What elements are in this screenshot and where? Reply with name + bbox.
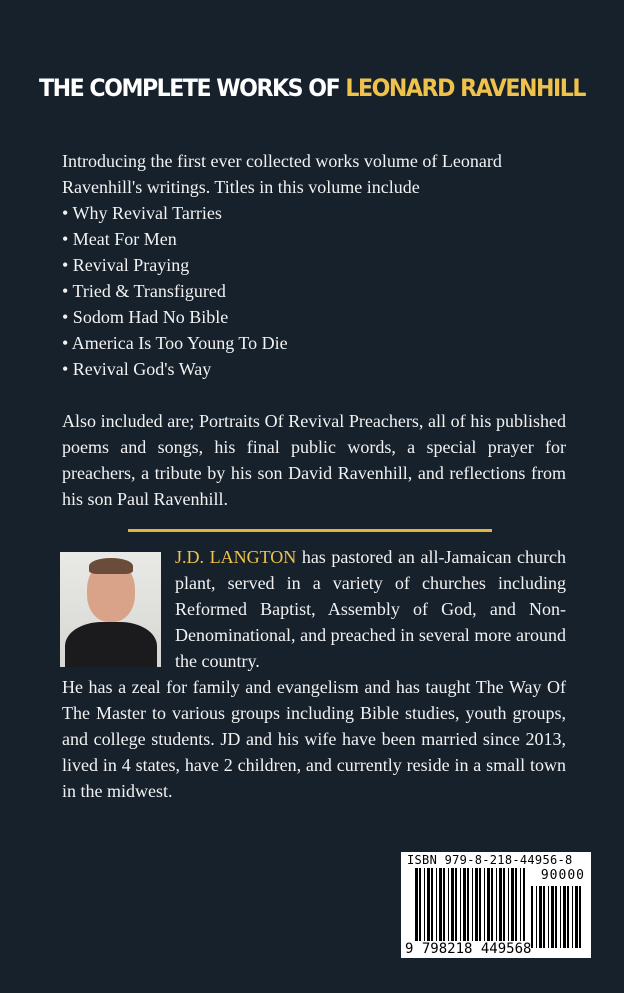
bar (531, 886, 533, 948)
bar (451, 868, 454, 945)
barcode-digits: 9 798218 449568 (405, 941, 532, 957)
bar (572, 886, 573, 948)
author-photo (60, 552, 161, 667)
list-item: • Revival God's Way (62, 359, 212, 379)
bar (427, 868, 430, 945)
list-item: • Revival Praying (62, 255, 190, 275)
bar (472, 868, 473, 945)
cover-title (25, 74, 599, 102)
bar (520, 868, 521, 945)
bar (443, 868, 445, 945)
bar (499, 868, 502, 945)
bar (487, 868, 490, 945)
bar (491, 868, 493, 945)
bar (436, 868, 437, 945)
titles-list (62, 200, 566, 382)
bar (496, 868, 497, 945)
list-item: • Sodom Had No Bible (62, 307, 229, 327)
bar (523, 868, 525, 945)
bar (415, 868, 418, 945)
list-item: • America Is Too Young To Die (62, 333, 288, 353)
list-item: • Tried & Transfigured (62, 281, 226, 301)
isbn-barcode (401, 852, 591, 958)
bar (463, 868, 466, 945)
author-name-title: LEONARD RAVENHILL (345, 74, 585, 102)
bar (579, 886, 581, 948)
bar (548, 886, 549, 948)
price-barcode-bars (531, 886, 583, 948)
title-text: THE COMPLETE WORKS OF (39, 74, 346, 102)
bar (431, 868, 433, 945)
bar (448, 868, 449, 945)
author-bio (62, 544, 566, 804)
bar (419, 868, 421, 945)
bar (555, 886, 557, 948)
bar (511, 868, 514, 945)
bar (508, 868, 509, 945)
bar (455, 868, 457, 945)
bar (460, 868, 461, 945)
bar (560, 886, 561, 948)
bar (467, 868, 469, 945)
isbn-text: ISBN 979-8-218-44956-8 (407, 853, 573, 867)
divider (128, 529, 492, 532)
bar (439, 868, 442, 945)
barcode-bars (415, 868, 525, 945)
bar (567, 886, 569, 948)
bar (475, 868, 478, 945)
bar (424, 868, 425, 945)
bar (479, 868, 481, 945)
price-code: 90000 (540, 868, 585, 883)
bar (536, 886, 537, 948)
bar (551, 886, 554, 948)
bar (563, 886, 566, 948)
author-name: J.D. LANGTON (175, 547, 297, 567)
also-included-text: Also included are; Portraits Of Revival Preachers, all of his published poems and songs, his final public words, a special prayer for preachers, a tribute by his son David Ravenhill, and reflections from his son Paul Ravenhill. (62, 411, 566, 509)
bar (539, 886, 542, 948)
bar (515, 868, 517, 945)
bar (484, 868, 485, 945)
list-item: • Meat For Men (62, 229, 177, 249)
bar (503, 868, 505, 945)
bar (575, 886, 578, 948)
bio-text-2: He has a zeal for family and evangelism and has taught The Way Of The Master to various groups including Bible studies, youth groups, and college students. JD and his wife have been married since 2013, lived in 4 states, have 2 children, and currently reside in a small town in the midwest. (62, 677, 566, 801)
list-item: • Why Revival Tarries (62, 203, 222, 223)
bar (543, 886, 545, 948)
intro-text: Introducing the first ever collected works volume of Leonard Ravenhill's writings. Titles in this volume include (62, 151, 502, 197)
bio-text: has pastored an all-Jamaican church plant, served in a variety of churches including Reformed Baptist, Assembly of God, and Non-Denominational, and preached in several more around the country. (175, 547, 566, 671)
